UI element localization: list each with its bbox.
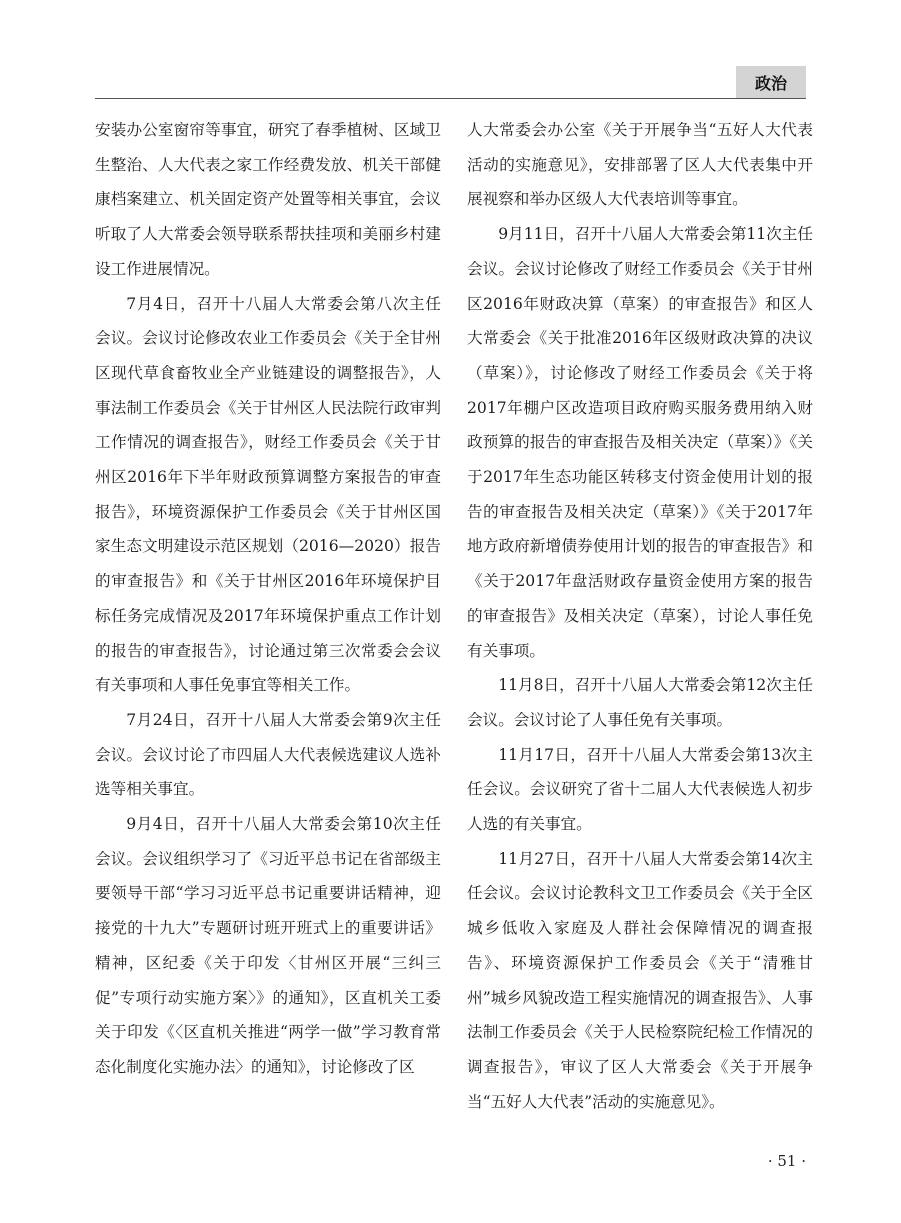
paragraph: 11月8日，召开十八届人大常委会第12次主任会议。会议讨论了人事任免有关事项。: [467, 676, 813, 729]
paragraph: 安装办公室窗帘等事宜，研究了春季植树、区域卫生整治、人大代表之家工作经费发放、机关干部健康档案建立、机关固定资产处置等相关事宜，会议听取了人大常委会领导联系帮扶挂项和美丽乡村建设工作进展情况。: [95, 121, 441, 278]
right-column: [467, 113, 813, 1119]
paragraph: 11月27日，召开十八届人大常委会第14次主任会议。会议讨论教科文卫工作委员会《关于全区城乡低收入家庭及人群社会保障情况的调查报告》、环境资源保护工作委员会《关于“清雅甘州”城乡风貌改造工程实施情况的调查报告》、人事法制工作委员会《关于人民检察院纪检工作情况的调查报告》，审议了区人大常委会《关于开展争当“五好人大代表”活动的实施意见》。: [467, 849, 813, 1111]
header-rule: [95, 98, 806, 99]
page-number: · 51 ·: [767, 1152, 806, 1170]
paragraph: 11月17日，召开十八届人大常委会第13次主任会议。会议研究了省十二届人大代表候选人初步人选的有关事宜。: [467, 745, 813, 834]
paragraph: 9月4日，召开十八届人大常委会第10次主任会议。会议组织学习了《习近平总书记在省部级主要领导干部“学习习近平总书记重要讲话精神，迎接党的十九大”专题研讨班开班式上的重要讲话》精神，区纪委《关于印发〈甘州区开展“三纠三促”专项行动实施方案〉》的通知》，区直机关工委关于印发《〈区直机关推进“两学一做”学习教育常态化制度化实施办法〉的通知》，讨论修改了区: [95, 815, 441, 1076]
paragraph: 7月4日，召开十八届人大常委会第八次主任会议。会议讨论修改农业工作委员会《关于全甘州区现代草食畜牧业全产业链建设的调整报告》，人事法制工作委员会《关于甘州区人民法院行政审判工作情况的调查报告》，财经工作委员会《关于甘州区2016年下半年财政预算调整方案报告的审查报告》，环境资源保护工作委员会《关于甘州区国家生态文明建设示范区规划（2016—2020）报告的审查报告》和《关于甘州区2016年环境保护目标任务完成情况及2017年环境保护重点工作计划的报告的审查报告》，讨论通过第三次常委会会议有关事项和人事任免事宜等相关工作。: [95, 294, 441, 695]
paragraph: 人大常委会办公室《关于开展争当“五好人大代表活动的实施意见》，安排部署了区人大代表集中开展视察和举办区级人大代表培训等事宜。: [467, 121, 813, 209]
section-label: 政治: [736, 66, 806, 98]
paragraph: 9月11日，召开十八届人大常委会第11次主任会议。会议讨论修改了财经工作委员会《关于甘州区2016年财政决算（草案）的审查报告》和区人大常委会《关于批准2016年区级财政决算的决议（草案）》，讨论修改了财经工作委员会《关于将2017年棚户区改造项目政府购买服务费用纳入财政预算的报告的审查报告及相关决定（草案）》《关于2017年生态功能区转移支付资金使用计划的报告的审查报告及相关决定（草案）》《关于2017年地方政府新增债券使用计划的报告的审查报告》和《关于2017年盘活财政存量资金使用方案的报告的审查报告》及相关决定（草案），讨论人事任免有关事项。: [467, 225, 813, 660]
left-column: [95, 113, 441, 1085]
paragraph: 7月24日，召开十八届人大常委会第9次主任会议。会议讨论了市四届人大代表候选建议人选补选等相关事宜。: [95, 710, 441, 799]
